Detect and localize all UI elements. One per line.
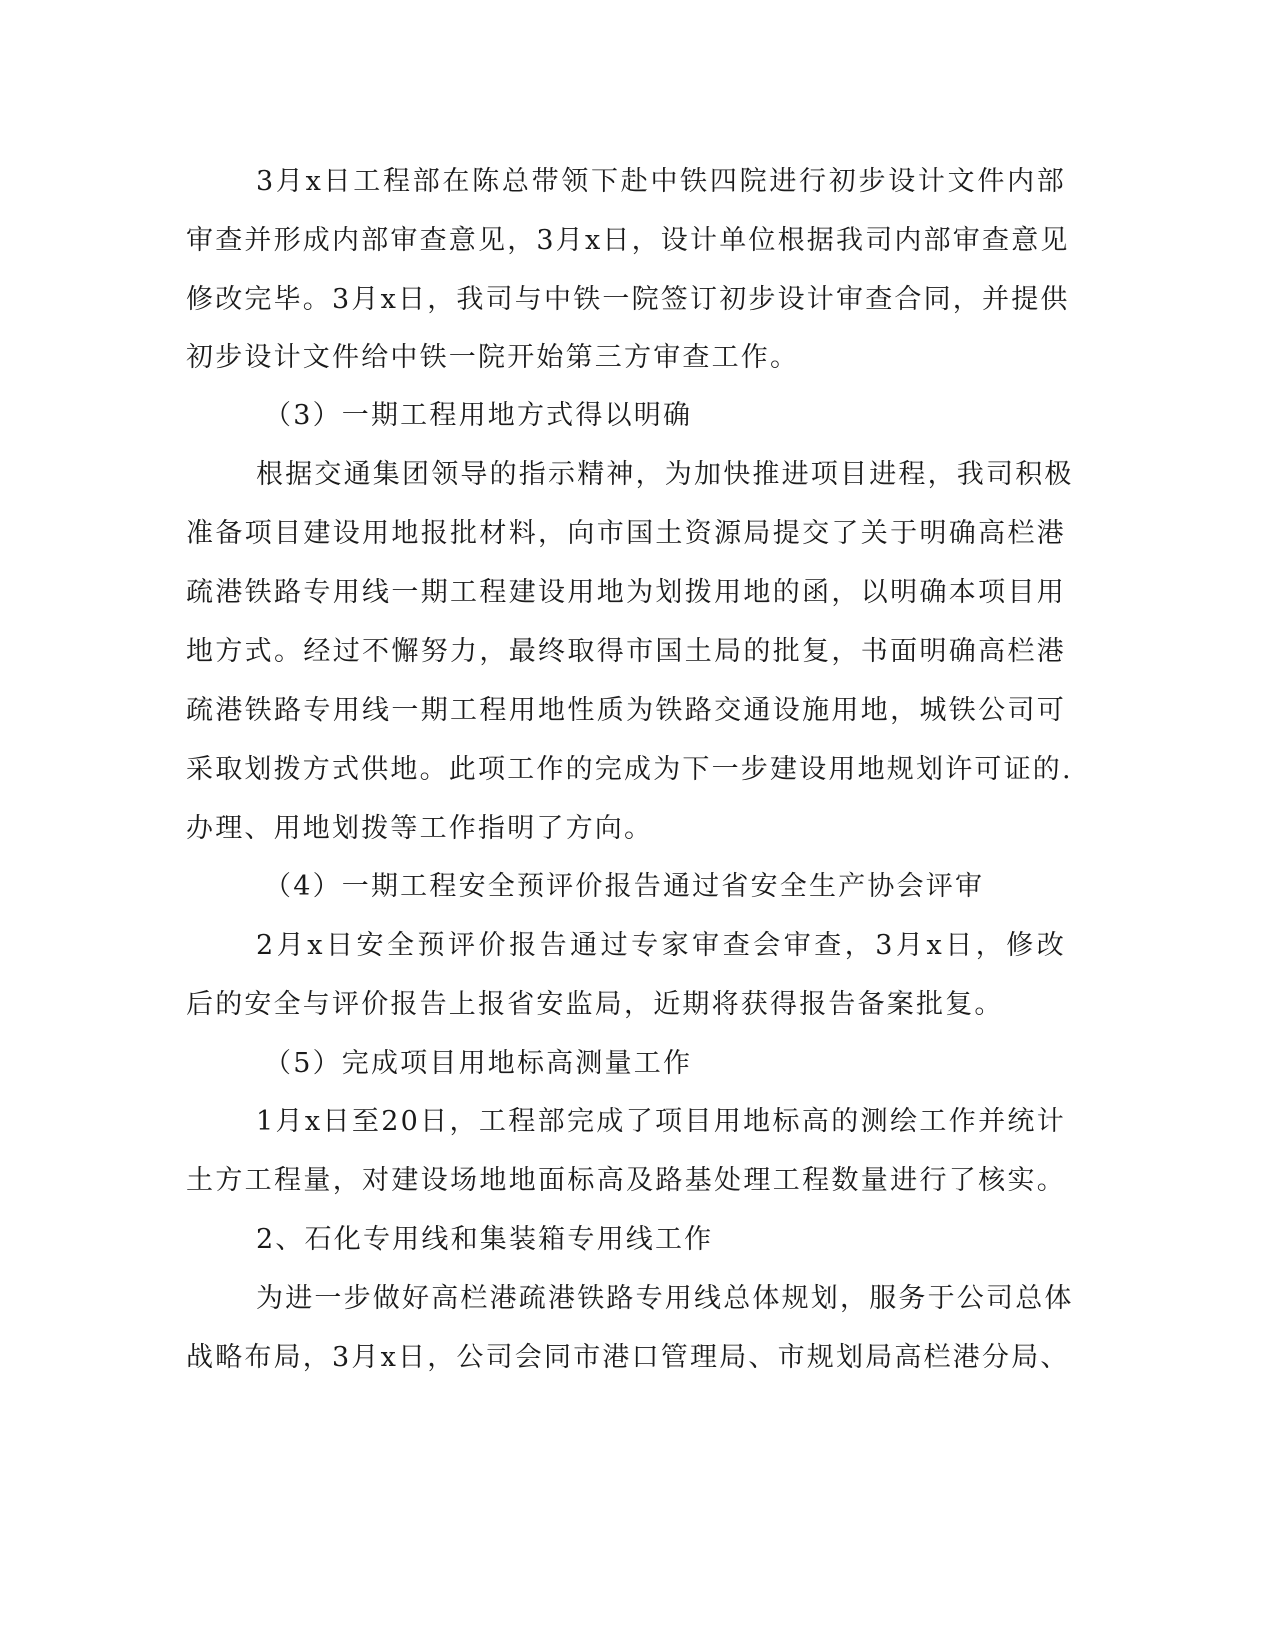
paragraph-line: 3月x日工程部在陈总带领下赴中铁四院进行初步设计文件内部 [256, 166, 1066, 197]
paragraph-line: 1月x日至20日，工程部完成了项目用地标高的测绘工作并统计 [256, 1106, 1066, 1137]
paragraph-line: 战略布局，3月x日，公司会同市港口管理局、市规划局高栏港分局、 [186, 1342, 1070, 1373]
paragraph-line: 地方式。经过不懈努力，最终取得市国土局的批复，书面明确高栏港 [186, 636, 1066, 667]
paragraph-line: 后的安全与评价报告上报省安监局，近期将获得报告备案批复。 [186, 989, 1004, 1020]
paragraph-line: 初步设计文件给中铁一院开始第三方审查工作。 [186, 342, 800, 373]
paragraph-line: 采取划拨方式供地。此项工作的完成为下一步建设用地规划许可证的. [186, 754, 1073, 785]
section-heading: 2、石化专用线和集装箱专用线工作 [256, 1224, 714, 1255]
section-heading: （3）一期工程用地方式得以明确 [264, 400, 693, 431]
paragraph-line: 根据交通集团领导的指示精神，为加快推进项目进程，我司积极 [256, 459, 1074, 490]
section-heading: （4）一期工程安全预评价报告通过省安全生产协会评审 [264, 871, 985, 902]
paragraph-line: 2月x日安全预评价报告通过专家审查会审查，3月x日，修改 [256, 930, 1066, 961]
section-heading: （5）完成项目用地标高测量工作 [264, 1048, 693, 1079]
paragraph-line: 修改完毕。3月x日，我司与中铁一院签订初步设计审查合同，并提供 [186, 284, 1070, 315]
paragraph-line: 办理、用地划拨等工作指明了方向。 [186, 813, 654, 844]
paragraph-line: 土方工程量，对建设场地地面标高及路基处理工程数量进行了核实。 [186, 1165, 1066, 1196]
paragraph-line: 疏港铁路专用线一期工程建设用地为划拨用地的函，以明确本项目用 [186, 577, 1066, 608]
paragraph-line: 疏港铁路专用线一期工程用地性质为铁路交通设施用地，城铁公司可 [186, 695, 1066, 726]
paragraph-line: 准备项目建设用地报批材料，向市国土资源局提交了关于明确高栏港 [186, 518, 1066, 549]
paragraph-line: 审查并形成内部审查意见，3月x日，设计单位根据我司内部审查意见 [186, 225, 1070, 256]
paragraph-line: 为进一步做好高栏港疏港铁路专用线总体规划，服务于公司总体 [256, 1283, 1074, 1314]
